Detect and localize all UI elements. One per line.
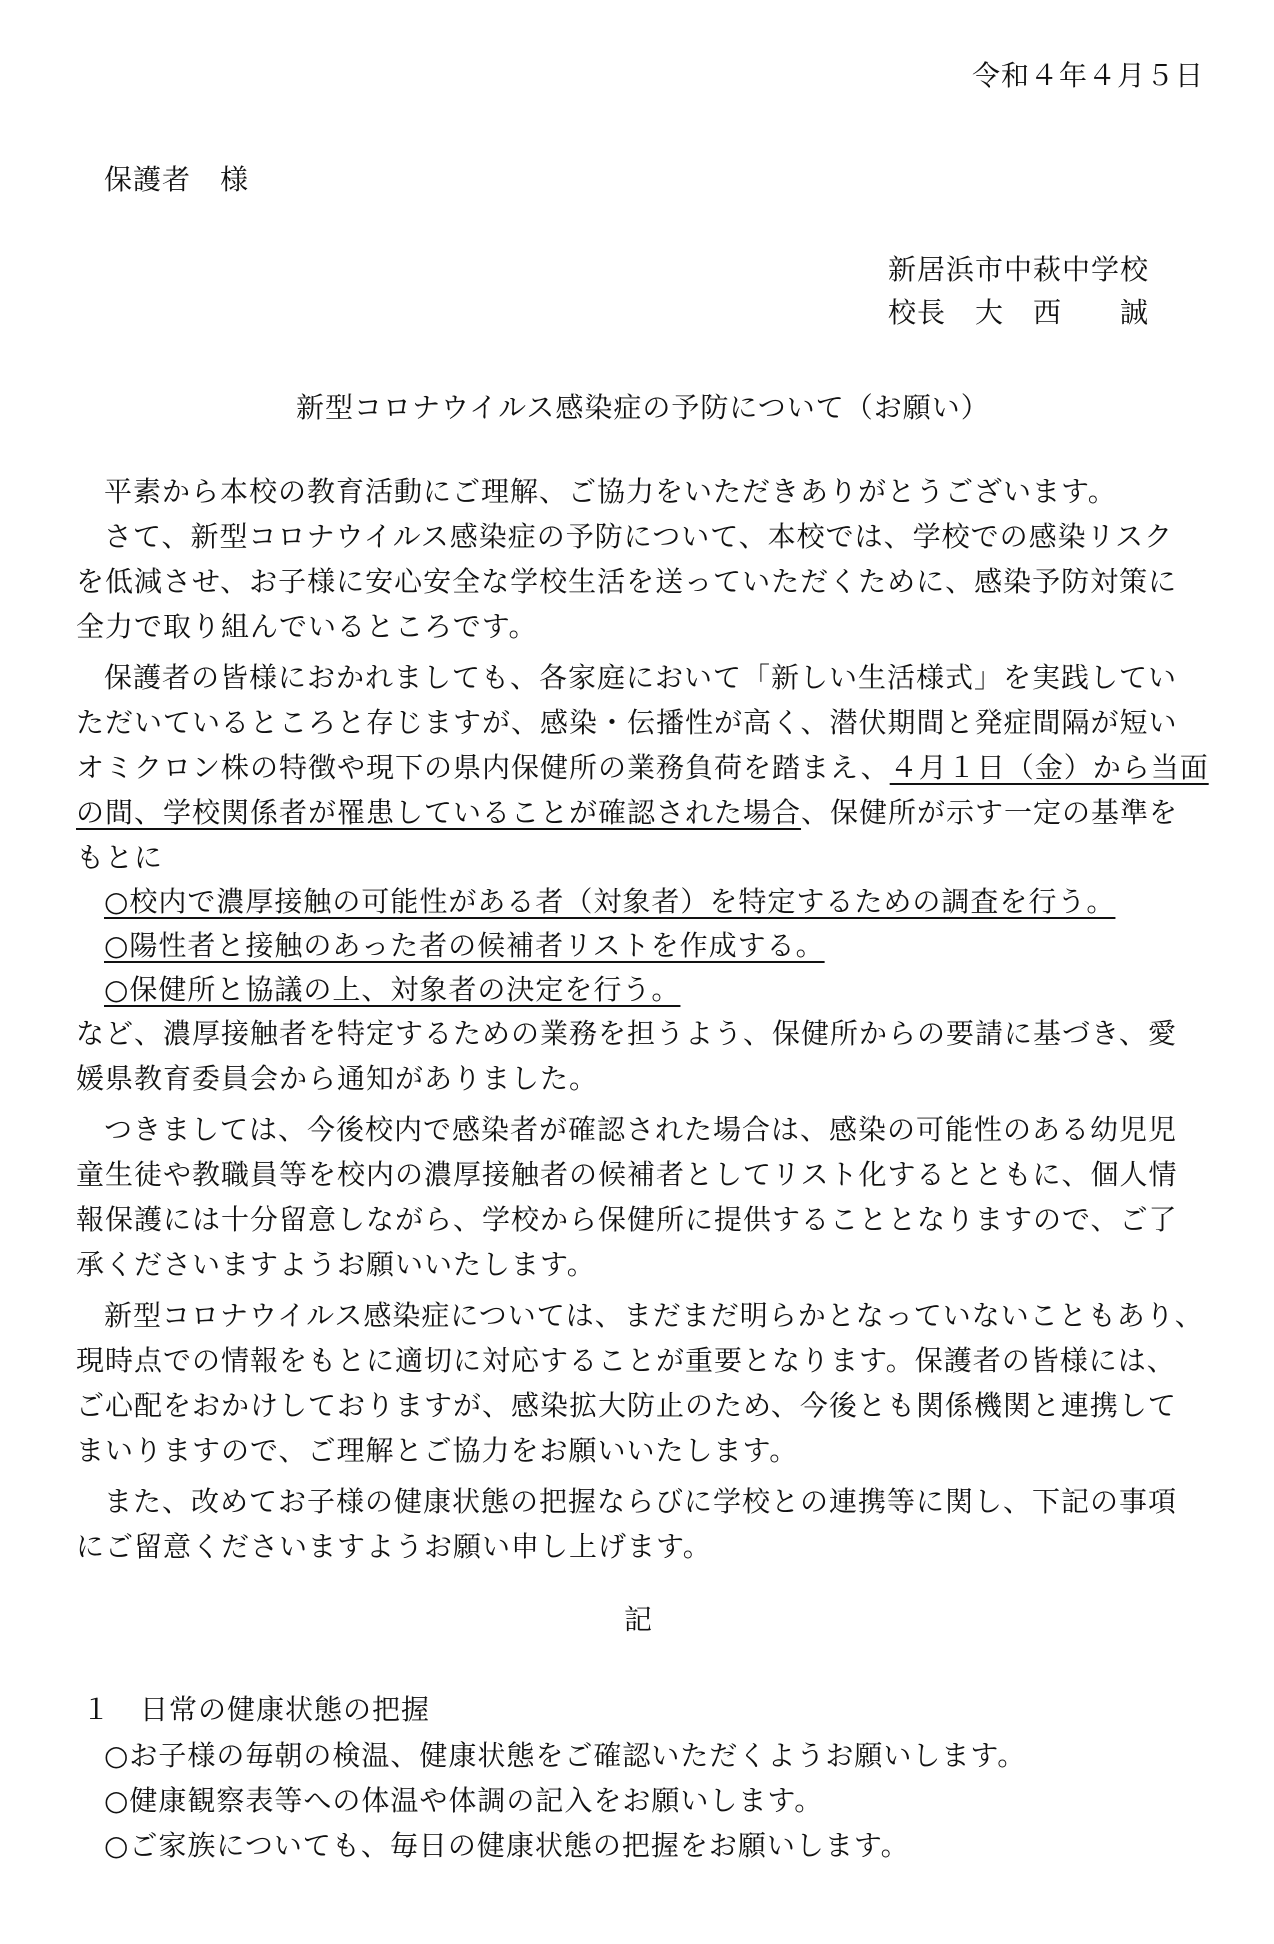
body-line: もとに [76,841,164,874]
body-line: 報保護には十分留意しながら、学校から保健所に提供することとなりますので、ご了 [76,1203,1178,1236]
underlined-condition-phrase: の間、学校関係者が罹患していることが確認された場合 [76,796,802,829]
body-line: 平素から本校の教育活動にご理解、ご協力をいただきありがとうございます。 [104,475,1117,508]
section-number: １ [82,1693,112,1726]
body-line [76,748,1209,788]
body-line: まいりますので、ご理解とご協力をお願いいたします。 [76,1434,799,1467]
body-line: 承くださいますようお願いいたします。 [76,1248,596,1281]
body-line: 保護者の皆様におかれましても、各家庭において「新しい生活様式」を実践してい [104,661,1178,694]
body-line: さて、新型コロナウイルス感染症の予防について、本校では、学校での感染リスク [104,520,1174,553]
body-line: また、改めてお子様の健康状態の把握ならびに学校との連携等に関し、下記の事項 [104,1485,1178,1518]
body-line: 新型コロナウイルス感染症については、まだまだ明らかとなっていないこともあり、 [104,1299,1204,1332]
body-line: など、濃厚接触者を特定するための業務を担うよう、保健所からの要請に基づき、愛 [76,1017,1177,1050]
body-line: にご留意くださいますようお願い申し上げます。 [76,1530,712,1563]
body-line: 全力で取り組んでいるところです。 [76,610,538,643]
recipient: 保護者 様 [104,163,250,196]
ki-heading: 記 [624,1603,654,1636]
section-heading: 日常の健康状態の把握 [140,1693,431,1726]
body-line: 現時点での情報をもとに適切に対応することが重要となります。保護者の皆様には、 [76,1344,1176,1377]
underlined-date-phrase: ４月１日（金）から当面 [889,751,1209,784]
body-line: ご心配をおかけしておりますが、感染拡大防止のため、今後とも関係機関と連携して [76,1389,1177,1422]
body-line-part: オミクロン株の特徴や現下の県内保健所の業務負荷を踏まえ、 [76,751,890,784]
body-line: 媛県教育委員会から通知がありました。 [76,1062,599,1095]
bullet-item: ○保健所と協議の上、対象者の決定を行う。 [104,973,681,1006]
body-line-part: 、保健所が示す一定の基準を [801,796,1179,829]
bullet-item: ○校内で濃厚接触の可能性がある者（対象者）を特定するための調査を行う。 [104,885,1116,918]
body-line: ただいているところと存じますが、感染・伝播性が高く、潜伏期間と発症間隔が短い [76,706,1178,739]
body-line: つきましては、今後校内で感染者が確認された場合は、感染の可能性のある幼児児 [104,1113,1178,1146]
section-item: ○お子様の毎朝の検温、健康状態をご確認いただくようお願いします。 [104,1739,1027,1772]
body-line: 童生徒や教職員等を校内の濃厚接触者の候補者としてリスト化するとともに、個人情 [76,1158,1178,1191]
bullet-item: ○陽性者と接触のあった者の候補者リストを作成する。 [104,929,825,962]
section-item: ○ご家族についても、毎日の健康状態の把握をお願いします。 [104,1829,910,1862]
sender-principal: 校長 大 西 誠 [888,296,1150,329]
body-line [76,793,1178,833]
date: 令和４年４月５日 [972,59,1205,92]
sender-school: 新居浜市中萩中学校 [888,253,1150,286]
section-item: ○健康観察表等への体温や体調の記入をお願いします。 [104,1784,824,1817]
body-line: を低減させ、お子様に安心安全な学校生活を送っていただくために、感染予防対策に [76,565,1178,598]
document-title: 新型コロナウイルス感染症の予防について（お願い） [296,391,990,424]
